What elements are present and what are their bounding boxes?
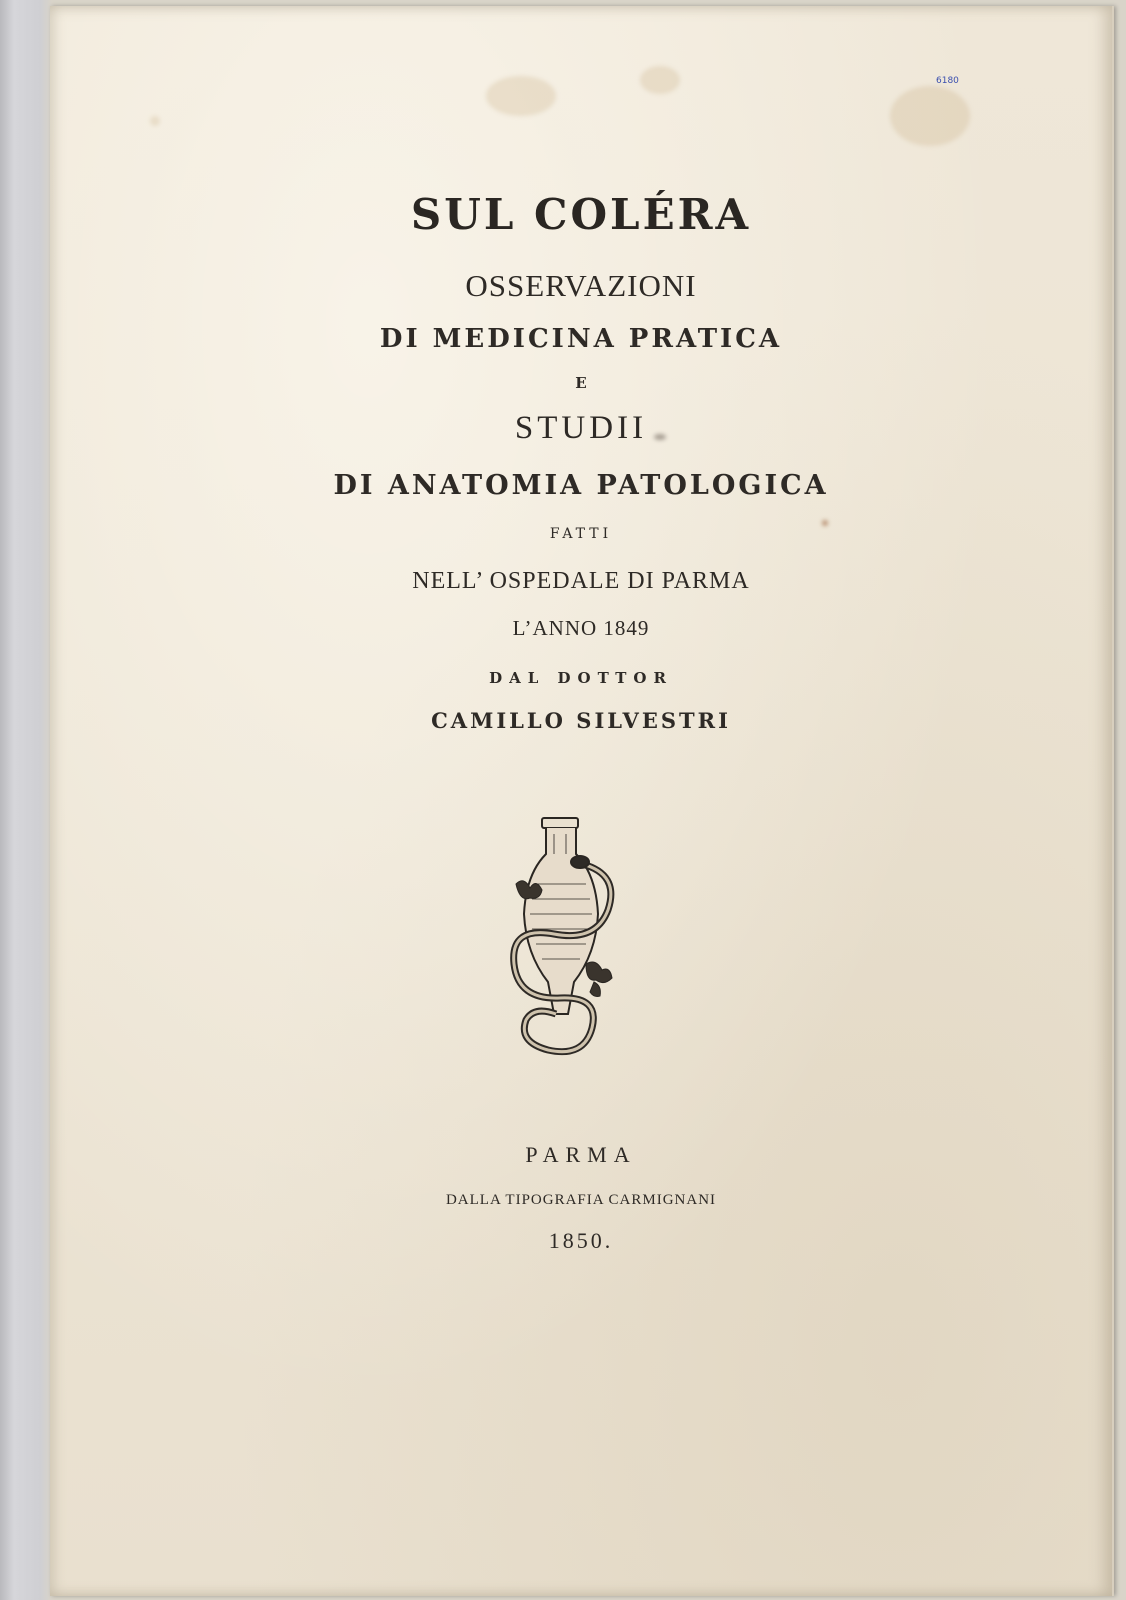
imprint-city: PARMA — [525, 1142, 637, 1167]
foxing-stain — [486, 76, 556, 116]
book-title: SUL COLÉRA — [410, 190, 752, 239]
subtitle-studies: STUDII — [514, 410, 648, 446]
subtitle-observations: OSSERVAZIONI — [465, 268, 697, 303]
title-page — [50, 6, 1114, 1596]
pencil-mark: 6180 — [936, 76, 959, 86]
imprint-printer: DALLA TIPOGRAFIA CARMIGNANI — [445, 1192, 717, 1208]
subtitle-conjunction: E — [575, 374, 587, 392]
subtitle-pathological-anatomy: DI ANATOMIA PATOLOGICA — [333, 470, 829, 501]
author-name: CAMILLO SILVESTRI — [431, 708, 731, 733]
place-line: NELL’ OSPEDALE DI PARMA — [412, 568, 750, 594]
subtitle-practical-medicine: DI MEDICINA PRATICA — [379, 324, 783, 354]
foxing-stain — [640, 66, 680, 94]
year-line: L’ANNO 1849 — [512, 616, 650, 640]
serpent-vase-emblem-icon — [496, 814, 626, 1064]
foxing-stain — [150, 116, 160, 126]
made-word: FATTI — [549, 526, 613, 542]
by-line: DAL DOTTOR — [489, 669, 673, 687]
imprint-year: 1850. — [548, 1228, 614, 1253]
foxing-stain — [890, 86, 970, 146]
